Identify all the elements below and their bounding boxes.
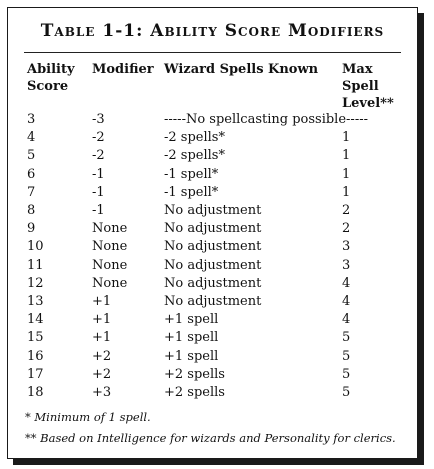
cell-score: 11 bbox=[27, 257, 44, 273]
cell-max-level: 4 bbox=[342, 275, 351, 291]
header-ability-score: Ability Score bbox=[27, 62, 75, 94]
cell-score: 15 bbox=[27, 330, 44, 346]
cell-max-level: 5 bbox=[342, 330, 351, 346]
footnote-minimum: * Minimum of 1 spell. bbox=[25, 410, 151, 424]
header-max-spell-level: Max Spell Level** bbox=[342, 62, 394, 111]
cell-score: 17 bbox=[27, 366, 44, 382]
cell-score: 6 bbox=[27, 166, 36, 182]
cell-max-level: 5 bbox=[342, 366, 351, 382]
cell-max-level: 4 bbox=[342, 294, 351, 309]
cell-score: 13 bbox=[27, 294, 44, 309]
cell-modifier: -2 bbox=[92, 148, 105, 164]
cell-max-level: 3 bbox=[342, 239, 351, 255]
cell-max-level: 1 bbox=[342, 166, 351, 182]
cell-spells: No adjustment bbox=[164, 221, 262, 237]
header-modifier: Modifier bbox=[92, 62, 154, 77]
cell-modifier: -1 bbox=[92, 203, 105, 218]
cell-score: 18 bbox=[27, 385, 44, 400]
cell-modifier: None bbox=[92, 275, 128, 291]
cell-spells: +1 spell bbox=[164, 312, 219, 328]
cell-modifier: -1 bbox=[92, 184, 105, 200]
cell-modifier: None bbox=[92, 257, 128, 273]
cell-spells: +2 spells bbox=[164, 366, 225, 382]
cell-score: 9 bbox=[27, 221, 36, 237]
cell-max-level: 2 bbox=[342, 203, 351, 218]
cell-max-level: 2 bbox=[342, 221, 351, 237]
cell-spells: +1 spell bbox=[164, 348, 219, 364]
cell-modifier: +2 bbox=[92, 366, 112, 382]
cell-spells: -2 spells* bbox=[164, 130, 225, 146]
cell-spells: -2 spells* bbox=[164, 148, 225, 164]
cell-max-level: 5 bbox=[342, 385, 351, 400]
cell-max-level: 4 bbox=[342, 312, 351, 328]
cell-score: 10 bbox=[27, 239, 44, 255]
cell-spells: -1 spell* bbox=[164, 184, 219, 200]
header-wizard-spells: Wizard Spells Known bbox=[164, 62, 319, 77]
table-title: Table 1-1: Ability Score Modifiers bbox=[40, 21, 385, 41]
cell-spells: No adjustment bbox=[164, 275, 262, 291]
cell-spells: No adjustment bbox=[164, 203, 262, 218]
cell-score: 5 bbox=[27, 148, 36, 164]
footnote-based-on: ** Based on Intelligence for wizards and Personality for clerics. bbox=[25, 431, 396, 445]
cell-modifier: +1 bbox=[92, 294, 112, 309]
cell-spells: +1 spell bbox=[164, 330, 219, 346]
cell-max-level: 1 bbox=[342, 148, 351, 164]
cell-score: 14 bbox=[27, 312, 44, 328]
cell-spells: -----No spellcasting possible----- bbox=[164, 112, 368, 127]
cell-modifier: None bbox=[92, 221, 128, 237]
cell-score: 7 bbox=[27, 184, 36, 200]
cell-spells: No adjustment bbox=[164, 239, 262, 255]
title-divider bbox=[24, 52, 401, 53]
cell-score: 12 bbox=[27, 275, 44, 291]
cell-max-level: 1 bbox=[342, 184, 351, 200]
cell-score: 8 bbox=[27, 203, 36, 218]
cell-max-level: 3 bbox=[342, 257, 351, 273]
cell-modifier: -2 bbox=[92, 130, 105, 146]
cell-spells: -1 spell* bbox=[164, 166, 219, 182]
table-frame bbox=[7, 7, 418, 459]
cell-modifier: +1 bbox=[92, 330, 112, 346]
cell-modifier: +3 bbox=[92, 385, 112, 400]
cell-spells: No adjustment bbox=[164, 257, 262, 273]
cell-modifier: -3 bbox=[92, 112, 105, 127]
cell-score: 4 bbox=[27, 130, 36, 146]
cell-score: 16 bbox=[27, 348, 44, 364]
cell-spells: +2 spells bbox=[164, 385, 225, 400]
cell-max-level: 1 bbox=[342, 130, 351, 146]
cell-modifier: -1 bbox=[92, 166, 105, 182]
cell-modifier: +2 bbox=[92, 348, 112, 364]
cell-max-level: 5 bbox=[342, 348, 351, 364]
cell-modifier: None bbox=[92, 239, 128, 255]
cell-score: 3 bbox=[27, 112, 36, 127]
cell-modifier: +1 bbox=[92, 312, 112, 328]
cell-spells: No adjustment bbox=[164, 294, 262, 309]
